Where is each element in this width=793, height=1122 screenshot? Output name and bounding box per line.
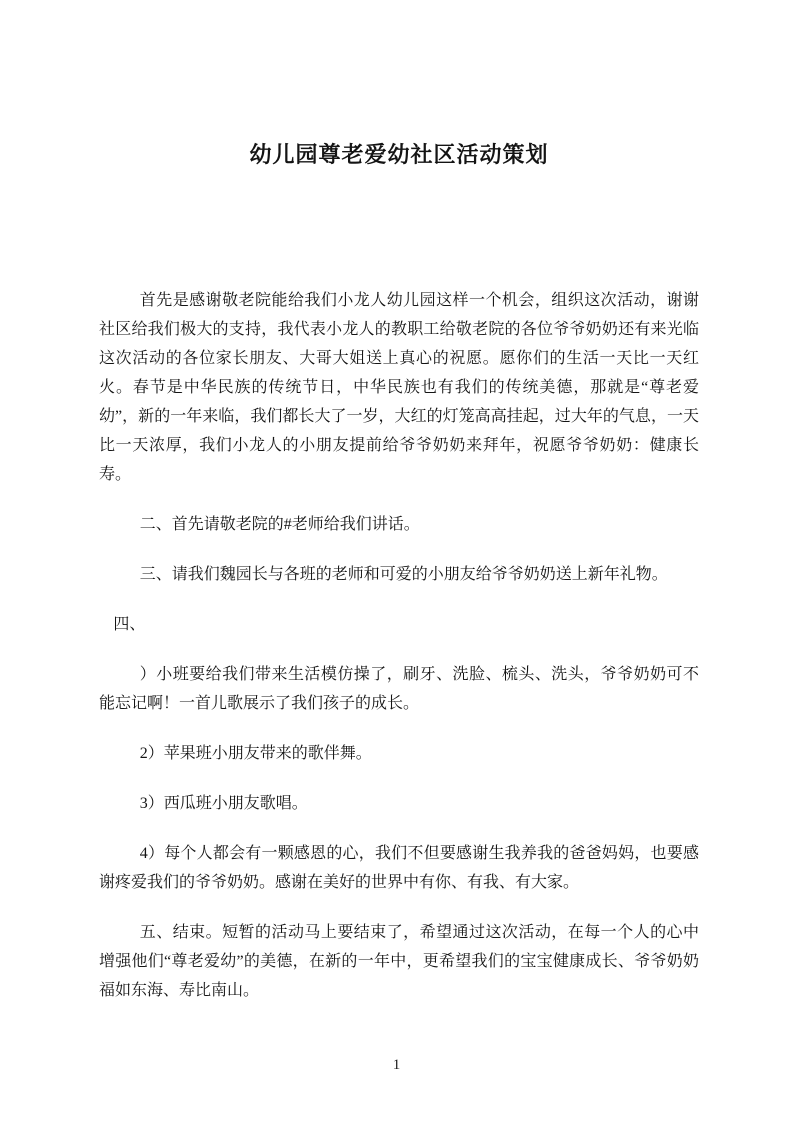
paragraph-subitem-3: 3）西瓜班小朋友歌唱。: [139, 795, 308, 812]
paragraph-item-4: 四、: [113, 616, 146, 633]
paragraph-subitem-2: 2）苹果班小朋友带来的歌伴舞。: [139, 745, 372, 762]
paragraph-item-3: 三、请我们魏园长与各班的老师和可爱的小朋友给爷爷奶奶送上新年礼物。: [139, 566, 668, 583]
paragraph-item-5-closing: 五、结束。短暂的活动马上要结束了，希望通过这次活动，在每一个人的心中增强他们“尊老爱幼”的美德，在新的一年中，更希望我们的宝宝健康成长、爷爷奶奶福如东海、寿比南山。: [99, 924, 699, 999]
paragraph-item-2: 二、首先请敬老院的#老师给我们讲话。: [139, 516, 420, 533]
document-title: 幼儿园尊老爱幼社区活动策划: [249, 142, 549, 167]
paragraph-subitem-4: 4）每个人都会有一颗感恩的心，我们不但要感谢生我养我的爸爸妈妈，也要感谢疼爱我们的爷爷奶奶。感谢在美好的世界中有你、有我、有大家。: [99, 845, 699, 891]
paragraph-intro: 首先是感谢敬老院能给我们小龙人幼儿园这样一个机会，组织这次活动，谢谢社区给我们极大的支持，我代表小龙人的教职工给敬老院的各位爷爷奶奶还有来光临这次活动的各位家长朋友、大哥大姐送上真心的祝愿。愿你们的生活一天比一天红火。春节是中华民族的传统节日，中华民族也有我们的传统美德，那就是“尊老爱幼”，新的一年来临，我们都长大了一岁，大红的灯笼高高挂起，过大年的气息，一天比一天浓厚，我们小龙人的小朋友提前给爷爷奶奶来拜年，祝愿爷爷奶奶：健康长寿。: [99, 292, 699, 483]
page-number: 1: [392, 1057, 401, 1073]
document-body: [99, 286, 699, 1005]
paragraph-subitem-1: ）小班要给我们带来生活模仿操了，刷牙、洗脸、梳头、洗头，爷爷奶奶可不能忘记啊！一首儿歌展示了我们孩子的成长。: [99, 666, 699, 712]
